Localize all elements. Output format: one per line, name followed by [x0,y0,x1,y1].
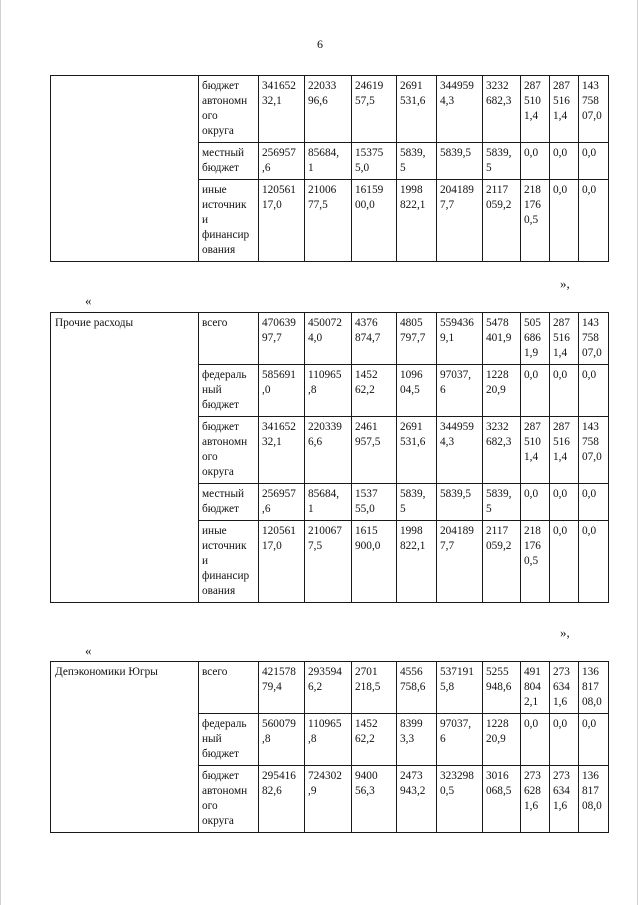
amount-cell: 0,0 [521,143,550,180]
amount-cell: 5839, 5 [397,143,437,180]
amount-cell: 218 176 0,5 [521,521,550,603]
amount-cell: 0,0 [550,714,579,766]
amount-cell: 287 510 1,4 [521,76,550,143]
scan-edge-right [637,0,638,905]
funding-source-cell: федераль ный бюджет [199,365,259,417]
amount-cell: 97037, 6 [437,714,483,766]
amount-cell: 120561 17,0 [259,521,305,603]
amount-cell: 85684, 1 [305,484,352,521]
amount-cell: 560079 ,8 [259,714,305,766]
amount-cell: 273 628 1,6 [521,766,550,833]
amount-cell: 0,0 [579,521,609,603]
closing-quote: », [560,276,570,291]
amount-cell: 0,0 [521,714,550,766]
amount-cell: 220339 6,6 [305,417,352,484]
amount-cell: 256957 ,6 [259,484,305,521]
amount-cell: 1998 822,1 [397,180,437,262]
amount-cell: 450072 4,0 [305,313,352,365]
amount-cell: 2117 059,2 [483,180,521,262]
expense-name-cell: Прочие расходы [51,313,199,603]
amount-cell: 1228 20,9 [483,714,521,766]
amount-cell: 0,0 [550,180,579,262]
amount-cell: 16159 00,0 [352,180,397,262]
amount-cell: 421578 79,4 [259,662,305,714]
funding-source-cell: местный бюджет [199,484,259,521]
amount-cell: 143 758 07,0 [579,76,609,143]
budget-table-2 [50,312,609,603]
amount-cell: 97037, 6 [437,365,483,417]
amount-cell: 5255 948,6 [483,662,521,714]
amount-cell: 2461 957,5 [352,417,397,484]
amount-cell: 22033 96,6 [305,76,352,143]
amount-cell: 559436 9,1 [437,313,483,365]
amount-cell: 110965 ,8 [305,714,352,766]
amount-cell: 341652 32,1 [259,76,305,143]
amount-cell: 143 758 07,0 [579,313,609,365]
table-row [51,313,609,365]
amount-cell: 470639 97,7 [259,313,305,365]
funding-source-cell: иные источник и финансир ования [199,180,259,262]
amount-cell: 85684, 1 [305,143,352,180]
amount-cell: 341652 32,1 [259,417,305,484]
amount-cell: 0,0 [521,365,550,417]
funding-source-cell: бюджет автономн ого округа [199,76,259,143]
amount-cell: 3232 682,3 [483,417,521,484]
amount-cell: 1452 62,2 [352,365,397,417]
amount-cell: 3232 682,3 [483,76,521,143]
amount-cell: 585691 ,0 [259,365,305,417]
page-number: 6 [317,37,323,51]
expense-name-cell [51,76,199,262]
amount-cell: 287 516 1,4 [550,76,579,143]
amount-cell: 5839,5 [437,484,483,521]
closing-quote: », [560,625,570,640]
amount-cell: 3016 068,5 [483,766,521,833]
amount-cell: 2691 531,6 [397,76,437,143]
budget-table-3 [50,661,609,833]
amount-cell: 21006 77,5 [305,180,352,262]
funding-source-cell: местный бюджет [199,143,259,180]
amount-cell: 204189 7,7 [437,521,483,603]
amount-cell: 2117 059,2 [483,521,521,603]
amount-cell: 218 176 0,5 [521,180,550,262]
amount-cell: 1228 20,9 [483,365,521,417]
amount-cell: 4556 758,6 [397,662,437,714]
amount-cell: 293594 6,2 [305,662,352,714]
amount-cell: 8399 3,3 [397,714,437,766]
amount-cell: 323298 0,5 [437,766,483,833]
funding-source-cell: бюджет автономн ого округа [199,766,259,833]
amount-cell: 505 686 1,9 [521,313,550,365]
amount-cell: 5839, 5 [397,484,437,521]
opening-quote: « [85,293,92,308]
funding-source-cell: всего [199,662,259,714]
amount-cell: 5839, 5 [483,143,521,180]
amount-cell: 295416 82,6 [259,766,305,833]
amount-cell: 0,0 [579,180,609,262]
amount-cell: 210067 7,5 [305,521,352,603]
funding-source-cell: иные источник и финансир ования [199,521,259,603]
amount-cell: 24619 57,5 [352,76,397,143]
amount-cell: 273 634 1,6 [550,662,579,714]
amount-cell: 537191 5,8 [437,662,483,714]
amount-cell: 5839,5 [437,143,483,180]
amount-cell: 0,0 [550,521,579,603]
amount-cell: 5839, 5 [483,484,521,521]
amount-cell: 0,0 [579,714,609,766]
table-row [51,662,609,714]
amount-cell: 1452 62,2 [352,714,397,766]
amount-cell: 0,0 [550,143,579,180]
amount-cell: 2691 531,6 [397,417,437,484]
scan-edge-left [0,0,1,905]
amount-cell: 287 510 1,4 [521,417,550,484]
amount-cell: 1537 55,0 [352,484,397,521]
amount-cell: 0,0 [579,143,609,180]
amount-cell: 136 817 08,0 [579,766,609,833]
amount-cell: 287 516 1,4 [550,417,579,484]
amount-cell: 287 516 1,4 [550,313,579,365]
amount-cell: 1615 900,0 [352,521,397,603]
amount-cell: 0,0 [550,365,579,417]
amount-cell: 344959 4,3 [437,417,483,484]
amount-cell: 256957 ,6 [259,143,305,180]
amount-cell: 204189 7,7 [437,180,483,262]
amount-cell: 724302 ,9 [305,766,352,833]
amount-cell: 120561 17,0 [259,180,305,262]
amount-cell: 4376 874,7 [352,313,397,365]
amount-cell: 9400 56,3 [352,766,397,833]
funding-source-cell: федераль ный бюджет [199,714,259,766]
amount-cell: 0,0 [550,484,579,521]
amount-cell: 4805 797,7 [397,313,437,365]
amount-cell: 143 758 07,0 [579,417,609,484]
amount-cell: 5478 401,9 [483,313,521,365]
table-row [51,76,609,143]
funding-source-cell: бюджет автономн ого округа [199,417,259,484]
opening-quote: « [85,643,92,658]
amount-cell: 1096 04,5 [397,365,437,417]
funding-source-cell: всего [199,313,259,365]
amount-cell: 0,0 [579,484,609,521]
amount-cell: 15375 5,0 [352,143,397,180]
amount-cell: 110965 ,8 [305,365,352,417]
amount-cell: 273 634 1,6 [550,766,579,833]
amount-cell: 1998 822,1 [397,521,437,603]
amount-cell: 0,0 [579,365,609,417]
amount-cell: 344959 4,3 [437,76,483,143]
amount-cell: 491 804 2,1 [521,662,550,714]
amount-cell: 2473 943,2 [397,766,437,833]
expense-name-cell: Депэкономики Югры [51,662,199,833]
amount-cell: 2701 218,5 [352,662,397,714]
amount-cell: 0,0 [521,484,550,521]
budget-table-1 [50,75,609,262]
amount-cell: 136 817 08,0 [579,662,609,714]
